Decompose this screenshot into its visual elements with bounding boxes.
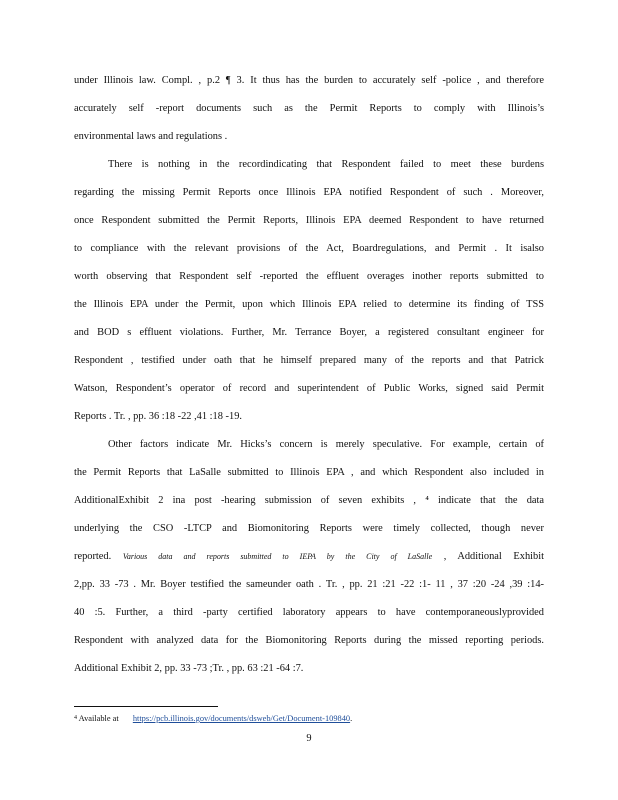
body-text-line: Watson, Respondent’s operator of record and superintendent of Public Works, signed said Permit bbox=[74, 383, 544, 394]
body-text-line: regarding the missing Permit Reports once Illinois EPA notified Respondent of such . Moreover, bbox=[74, 187, 544, 198]
footnote-trail: . bbox=[350, 714, 353, 723]
body-text-line: the Illinois EPA under the Permit, upon which Illinois EPA relied to determine its finding of TSS bbox=[74, 299, 544, 310]
exhibit-title-italic: Various data and reports submitted to IEPA by the City of LaSalle bbox=[122, 552, 433, 561]
footnote-label: Available at bbox=[78, 714, 119, 723]
page-number: 9 bbox=[306, 733, 312, 744]
body-text-line: the Permit Reports that LaSalle submitted to Illinois EPA , and which Respondent also included in bbox=[74, 467, 544, 478]
body-text-line: 2,pp. 33 -73 . Mr. Boyer testified the sameunder oath . Tr. , pp. 21 :21 -22 :1- 11 , 37 :20 -24 ,39 :14- bbox=[74, 579, 544, 590]
body-text-line: Other factors indicate Mr. Hicks’s concern is merely speculative. For example, certain of bbox=[108, 439, 544, 450]
body-text-line: 40 :5. Further, a third -party certified laboratory appears to have contemporaneouslyprovided bbox=[74, 607, 544, 618]
footnote bbox=[74, 713, 454, 724]
body-text-fragment: reported. bbox=[74, 551, 112, 562]
footnote-link[interactable]: https://pcb.illinois.gov/documents/dsweb/Get/Document-109840 bbox=[132, 714, 351, 723]
body-text-line: AdditionalExhibit 2 ina post -hearing submission of seven exhibits , ⁴ indicate that the data bbox=[74, 495, 544, 506]
body-text-line: Respondent with analyzed data for the Biomonitoring Reports during the missed reporting periods. bbox=[74, 635, 544, 646]
body-text-line: to compliance with the relevant provisions of the Act, Boardregulations, and Permit . It isalso bbox=[74, 243, 544, 254]
body-text-line: worth observing that Respondent self -reported the effluent overages inother reports submitted to bbox=[74, 271, 544, 282]
body-text-fragment: , Additional Exhibit bbox=[443, 551, 544, 562]
body-text-line: accurately self -report documents such as the Permit Reports to comply with Illinois’s bbox=[74, 103, 544, 114]
body-text-line: once Respondent submitted the Permit Reports, Illinois EPA deemed Respondent to have returned bbox=[74, 215, 544, 226]
body-text-line: Reports . Tr. , pp. 36 :18 -22 ,41 :18 -19. bbox=[74, 411, 242, 422]
body-text-line: There is nothing in the recordindicating that Respondent failed to meet these burdens bbox=[108, 159, 544, 170]
body-text-line: Respondent , testified under oath that he himself prepared many of the reports and that Patrick bbox=[74, 355, 544, 366]
body-text-line: Additional Exhibit 2, pp. 33 -73 ;Tr. , pp. 63 :21 -64 :7. bbox=[74, 663, 304, 674]
body-text-line: environmental laws and regulations . bbox=[74, 131, 228, 142]
body-text-line: under Illinois law. Compl. , p.2 ¶ 3. It thus has the burden to accurately self -police , and therefore bbox=[74, 75, 544, 86]
body-text-line bbox=[74, 550, 544, 563]
footnote-separator bbox=[74, 706, 218, 707]
body-text-line: and BOD s effluent violations. Further, Mr. Terrance Boyer, a registered consultant engineer for bbox=[74, 327, 544, 338]
footnote-marker: 4 bbox=[74, 715, 77, 721]
body-text-line: underlying the CSO -LTCP and Biomonitoring Reports were timely collected, though never bbox=[74, 523, 544, 534]
